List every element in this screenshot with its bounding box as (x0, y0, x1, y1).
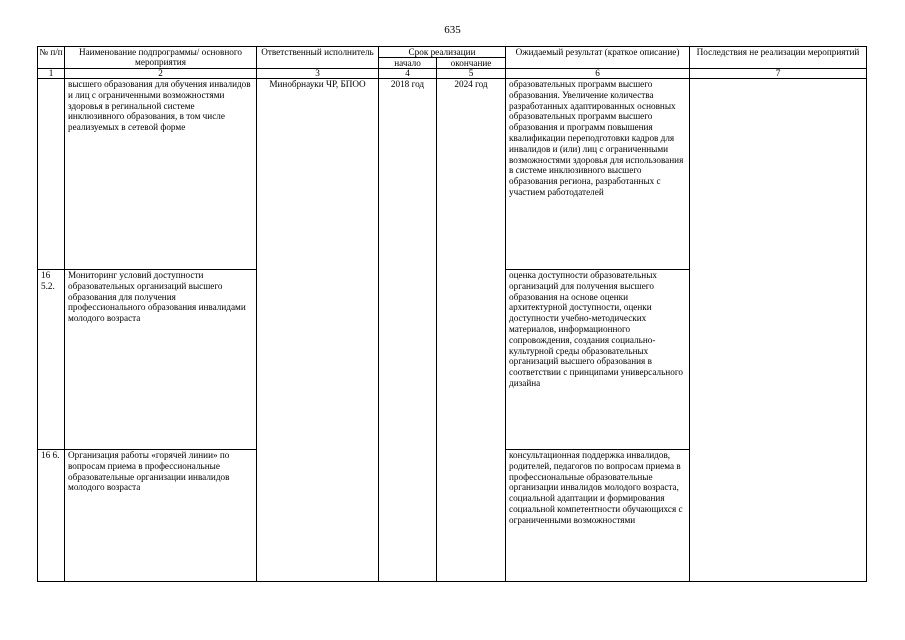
row-number: 16 5.2. (38, 270, 65, 450)
expected-result: образовательных программ высшего образования. Увеличение количества разработанных адаптированных основных образовательных программ высшего образования и программ повышения квалификации переподготовки кадров для инвалидов и (или) лиц с ограниченными возможностями здоровья для использования в системе инклюзивного высшего образования региона, разработанных с участием работодателей (506, 79, 690, 270)
row-number: 16 6. (38, 450, 65, 582)
column-number: 4 (379, 69, 437, 79)
header-start: начало (379, 58, 437, 69)
header-end: окончание (437, 58, 506, 69)
executor-cell: Минобрнауки ЧР, БПОО (257, 79, 379, 582)
column-number: 7 (690, 69, 867, 79)
header-row-top (38, 47, 867, 58)
header-consequences: Последствия не реализации мероприятий (690, 47, 867, 69)
row-number (38, 79, 65, 270)
consequences-cell (690, 79, 867, 582)
header-period: Срок реализации (379, 47, 506, 58)
header-name: Наименование подпрограммы/ основного мероприятия (65, 47, 257, 69)
column-number: 5 (437, 69, 506, 79)
activity-name: высшего образования для обучения инвалидов и лиц с ограниченными возможностями здоровья в регинальной системе инклюзивного образования, в том числе реализуемых в сетевой форме (65, 79, 257, 270)
column-number: 6 (506, 69, 690, 79)
table-row (38, 79, 867, 270)
activity-name: Организация работы «горячей линии» по вопросам приема в профессиональные образовательные организации инвалидов молодого возраста (65, 450, 257, 582)
column-number-row (38, 69, 867, 79)
column-number: 1 (38, 69, 65, 79)
start-cell: 2018 год (379, 79, 437, 582)
column-number: 3 (257, 69, 379, 79)
header-num: № п/п (38, 47, 65, 69)
header-result: Ожидаемый результат (краткое описание) (506, 47, 690, 69)
program-table (37, 46, 867, 582)
expected-result: консультационная поддержка инвалидов, родителей, педагогов по вопросам приема в профессиональные образовательные организации инвалидов молодого возраста, социальной адаптации и формирования социальной компетентности обучающихся с ограниченными возможностями (506, 450, 690, 582)
header-executor: Ответственный исполнитель (257, 47, 379, 69)
expected-result: оценка доступности образовательных организаций для получения высшего образования на основе оценки архитектурной доступности, оценки доступности учебно-методических материалов, информационного сопровождения, создания социально-культурной среды образовательных организаций высшего образования в соответствии с принципами универсального дизайна (506, 270, 690, 450)
column-number: 2 (65, 69, 257, 79)
activity-name: Мониторинг условий доступности образовательных организаций высшего образования для получения профессионального образования инвалидами молодого возраста (65, 270, 257, 450)
end-cell: 2024 год (437, 79, 506, 582)
page-number: 635 (444, 24, 461, 36)
